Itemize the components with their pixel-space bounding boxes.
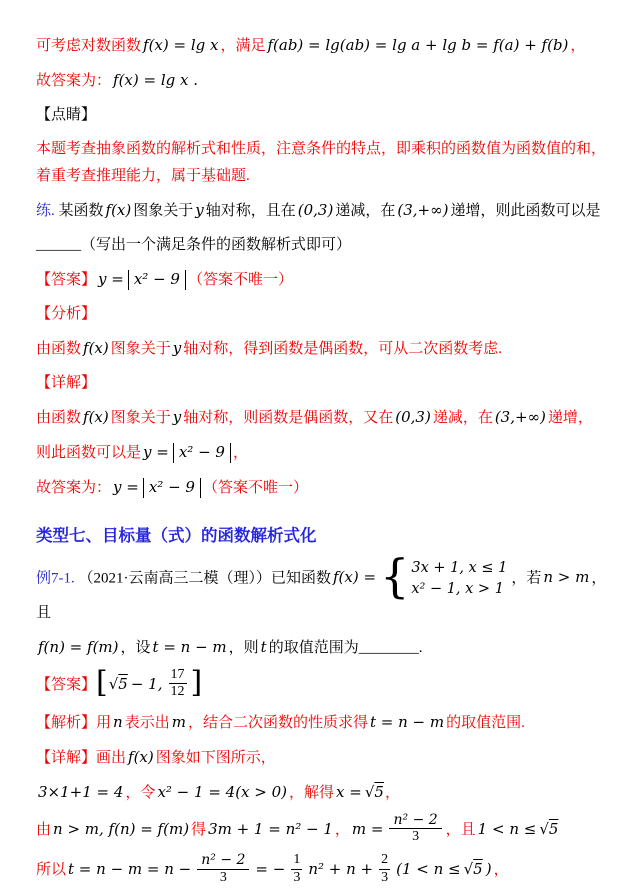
text-run: ， bbox=[384, 785, 400, 802]
paragraph-dianjing-label bbox=[36, 102, 614, 129]
fraction bbox=[291, 852, 302, 885]
text-run: 表示出 bbox=[124, 715, 170, 732]
formula: x² − 9 bbox=[178, 443, 225, 461]
section-label: 【分析】 bbox=[36, 306, 97, 322]
text-run: （2021·云南高三二模（理））已知函数 bbox=[78, 570, 331, 587]
text-run: 图象关于 bbox=[133, 203, 194, 219]
formula: n bbox=[113, 713, 123, 732]
paragraph-blank-hint bbox=[36, 232, 614, 259]
formula: y = bbox=[143, 443, 169, 461]
formula: x² − 9 bbox=[133, 270, 180, 288]
formula: t = n − m = n − bbox=[68, 860, 192, 879]
fraction bbox=[169, 667, 187, 700]
formula: (3,+∞) bbox=[494, 408, 546, 426]
text-run: 图象如下图所示， bbox=[155, 750, 276, 767]
radical-glyph: √ bbox=[463, 860, 474, 879]
right-bracket: ] bbox=[190, 664, 203, 700]
text-run: 由 bbox=[36, 822, 52, 839]
paragraph-dianjing-body bbox=[36, 136, 614, 190]
fraction bbox=[379, 852, 390, 885]
formula: (0,3) bbox=[395, 408, 431, 426]
paragraph-detail-label bbox=[36, 370, 614, 397]
sqrt-radical bbox=[365, 783, 384, 801]
text-run: ，满足 bbox=[220, 38, 266, 54]
numerator: n² − 2 bbox=[393, 812, 438, 829]
paragraph-analysis-label bbox=[36, 301, 614, 328]
radical-glyph: √ bbox=[108, 675, 119, 694]
denominator: 3 bbox=[381, 869, 389, 885]
absolute-value bbox=[173, 443, 231, 463]
sqrt-radical bbox=[464, 860, 483, 878]
formula: y bbox=[195, 201, 204, 219]
formula: n > m, f(n) = f(m) bbox=[53, 820, 190, 839]
formula: f(n) = f(m) bbox=[38, 638, 119, 657]
formula: (1 < n ≤ bbox=[396, 860, 461, 879]
text-run: ，结合二次函数的性质求得 bbox=[187, 715, 368, 732]
paragraph-detail-body1 bbox=[36, 404, 614, 432]
fill-blank-text: ______（写出一个满足条件的函数解析式即可） bbox=[36, 237, 352, 253]
text-run: ，若 bbox=[511, 570, 542, 587]
piecewise-function bbox=[380, 549, 509, 604]
denominator: 3 bbox=[197, 869, 249, 886]
paragraph-answer-abs bbox=[36, 266, 614, 294]
paragraph-example7-1 bbox=[36, 549, 614, 627]
paragraph-solve-x bbox=[36, 779, 614, 807]
brace-glyph: { bbox=[380, 549, 410, 604]
numerator: 17 bbox=[170, 667, 185, 683]
type7-heading: 类型七、目标量（式）的函数解析式化 bbox=[36, 527, 317, 545]
formula: m = bbox=[351, 820, 384, 839]
radicand: 5 bbox=[473, 860, 483, 879]
text-run: 【详解】画出 bbox=[36, 750, 127, 767]
text-run: 递减，在 bbox=[335, 203, 396, 219]
text-run: ， bbox=[493, 862, 509, 879]
radicand: 5 bbox=[374, 783, 384, 802]
text-run: 某函数 bbox=[58, 203, 104, 219]
case-bottom: x² − 1, x > 1 bbox=[411, 581, 504, 598]
text-run: 的取值范围为________. bbox=[268, 640, 423, 657]
text-run: 得 bbox=[191, 822, 207, 839]
radical-glyph: √ bbox=[539, 820, 549, 839]
formula: x = bbox=[336, 783, 362, 802]
text-run: （答案不唯一） bbox=[202, 480, 308, 496]
text-run: 的取值范围. bbox=[446, 715, 525, 732]
formula: y = bbox=[113, 478, 139, 496]
formula: n > m bbox=[543, 568, 590, 587]
text-run: ，且 bbox=[445, 822, 476, 839]
paragraph-example7-1-cont bbox=[36, 634, 614, 662]
text-run: 递增， bbox=[547, 410, 593, 426]
radicand: 5 bbox=[548, 820, 559, 839]
numerator: n² − 2 bbox=[201, 852, 246, 869]
paragraph-log-reasoning bbox=[36, 32, 614, 60]
numerator: 2 bbox=[381, 852, 389, 868]
answer-label: 【答案】 bbox=[36, 272, 97, 288]
formula: 3×1+1 = 4 bbox=[38, 783, 124, 802]
text-run: 递减，在 bbox=[432, 410, 493, 426]
formula: f(x) = bbox=[333, 568, 377, 587]
paragraph-answer-interval bbox=[36, 664, 614, 702]
formula: (3,+∞) bbox=[397, 201, 449, 219]
formula: f(x) bbox=[105, 201, 132, 219]
paragraph-final-answer bbox=[36, 474, 614, 502]
text-run: 本题考查抽象函数的解析式和性质，注意条件的特点，即乘积的函数值为函数值的和，着重考查推理能力，属于基础题. bbox=[36, 141, 607, 184]
paragraph-analysis-body bbox=[36, 335, 614, 363]
text-run: 故答案为： bbox=[36, 73, 112, 89]
text-run: 所以 bbox=[36, 862, 67, 879]
radical-glyph: √ bbox=[364, 783, 375, 802]
formula: − 1, bbox=[130, 675, 163, 694]
paragraph-xiangjie bbox=[36, 744, 614, 772]
formula: t = n − m bbox=[369, 713, 445, 732]
text-run: 图象关于 bbox=[110, 410, 171, 426]
paragraph-derive-m bbox=[36, 814, 614, 847]
numerator: 1 bbox=[293, 852, 301, 868]
text-run: 轴对称，得到函数是偶函数，可从二次函数考虑. bbox=[183, 341, 502, 357]
text-run: （答案不唯一） bbox=[187, 272, 293, 288]
formula: f(x) = lg x bbox=[143, 36, 219, 54]
text-run: ， bbox=[232, 445, 248, 461]
formula: ) bbox=[485, 860, 492, 879]
section-label: 【点睛】 bbox=[36, 107, 97, 123]
practice-marker: 练. bbox=[36, 203, 55, 219]
denominator: 3 bbox=[293, 869, 301, 885]
text-run: 递增，则此函数可以是 bbox=[450, 203, 601, 219]
text-run: 轴对称，且在 bbox=[205, 203, 296, 219]
left-bracket: [ bbox=[96, 664, 108, 700]
text-run: ， bbox=[570, 38, 586, 54]
paragraph-detail-body2 bbox=[36, 439, 614, 467]
piecewise-cases bbox=[409, 558, 509, 600]
formula: f(ab) = lg(ab) = lg a + lg b = f(a) + f(b) bbox=[267, 36, 569, 54]
text-run: ， bbox=[334, 822, 350, 839]
text-run: ，且 bbox=[36, 570, 607, 622]
case-top: 3x + 1, x ≤ 1 bbox=[411, 560, 508, 576]
denominator: 3 bbox=[389, 828, 441, 845]
formula: t = n − m bbox=[152, 638, 227, 657]
formula: (0,3) bbox=[297, 201, 334, 219]
formula: f(x) = lg x . bbox=[113, 71, 198, 89]
absolute-value bbox=[143, 478, 201, 498]
text-run: 则此函数可以是 bbox=[36, 445, 142, 461]
sqrt-radical bbox=[539, 820, 558, 838]
fraction bbox=[197, 852, 249, 885]
text-run: 可考虑对数函数 bbox=[36, 38, 142, 54]
formula: y bbox=[172, 408, 182, 426]
text-run: 由函数 bbox=[36, 410, 82, 426]
formula: x² − 1 = 4(x > 0) bbox=[157, 783, 288, 802]
text-run: ，则 bbox=[228, 640, 259, 657]
absolute-value bbox=[128, 270, 186, 290]
formula: 3m + 1 = n² − 1 bbox=[208, 820, 333, 839]
paragraph-jiexi bbox=[36, 709, 614, 737]
fraction bbox=[389, 812, 441, 845]
text-run: 图象关于 bbox=[110, 341, 171, 357]
text-run: ，令 bbox=[125, 785, 156, 802]
example-marker: 例7-1. bbox=[36, 570, 75, 587]
formula: t bbox=[260, 638, 267, 657]
formula: f(x) bbox=[83, 339, 109, 357]
formula: = − bbox=[255, 860, 286, 879]
formula: f(x) bbox=[128, 748, 154, 767]
text-run: 【解析】用 bbox=[36, 715, 112, 732]
paragraph-conclusion-t bbox=[36, 854, 614, 887]
text-run: 故答案为： bbox=[36, 480, 112, 496]
text-run: ，设 bbox=[120, 640, 151, 657]
formula: f(x) bbox=[83, 408, 109, 426]
denominator: 12 bbox=[170, 684, 185, 700]
text-run: 轴对称，则函数是偶函数，又在 bbox=[183, 410, 394, 426]
text-run: 由函数 bbox=[36, 341, 82, 357]
text-run: ，解得 bbox=[289, 785, 335, 802]
radicand: 5 bbox=[118, 675, 128, 694]
formula: 1 < n ≤ bbox=[477, 820, 537, 839]
paragraph-log-answer bbox=[36, 67, 614, 95]
formula: n² + n + bbox=[308, 860, 374, 879]
formula: m bbox=[171, 713, 186, 732]
formula: x² − 9 bbox=[148, 478, 195, 496]
answer-label: 【答案】 bbox=[36, 677, 97, 694]
sqrt-radical bbox=[109, 675, 128, 693]
paragraph-practice-problem bbox=[36, 197, 614, 225]
formula: y = bbox=[98, 270, 124, 288]
formula: y bbox=[172, 339, 182, 357]
section-label: 【详解】 bbox=[36, 375, 97, 391]
